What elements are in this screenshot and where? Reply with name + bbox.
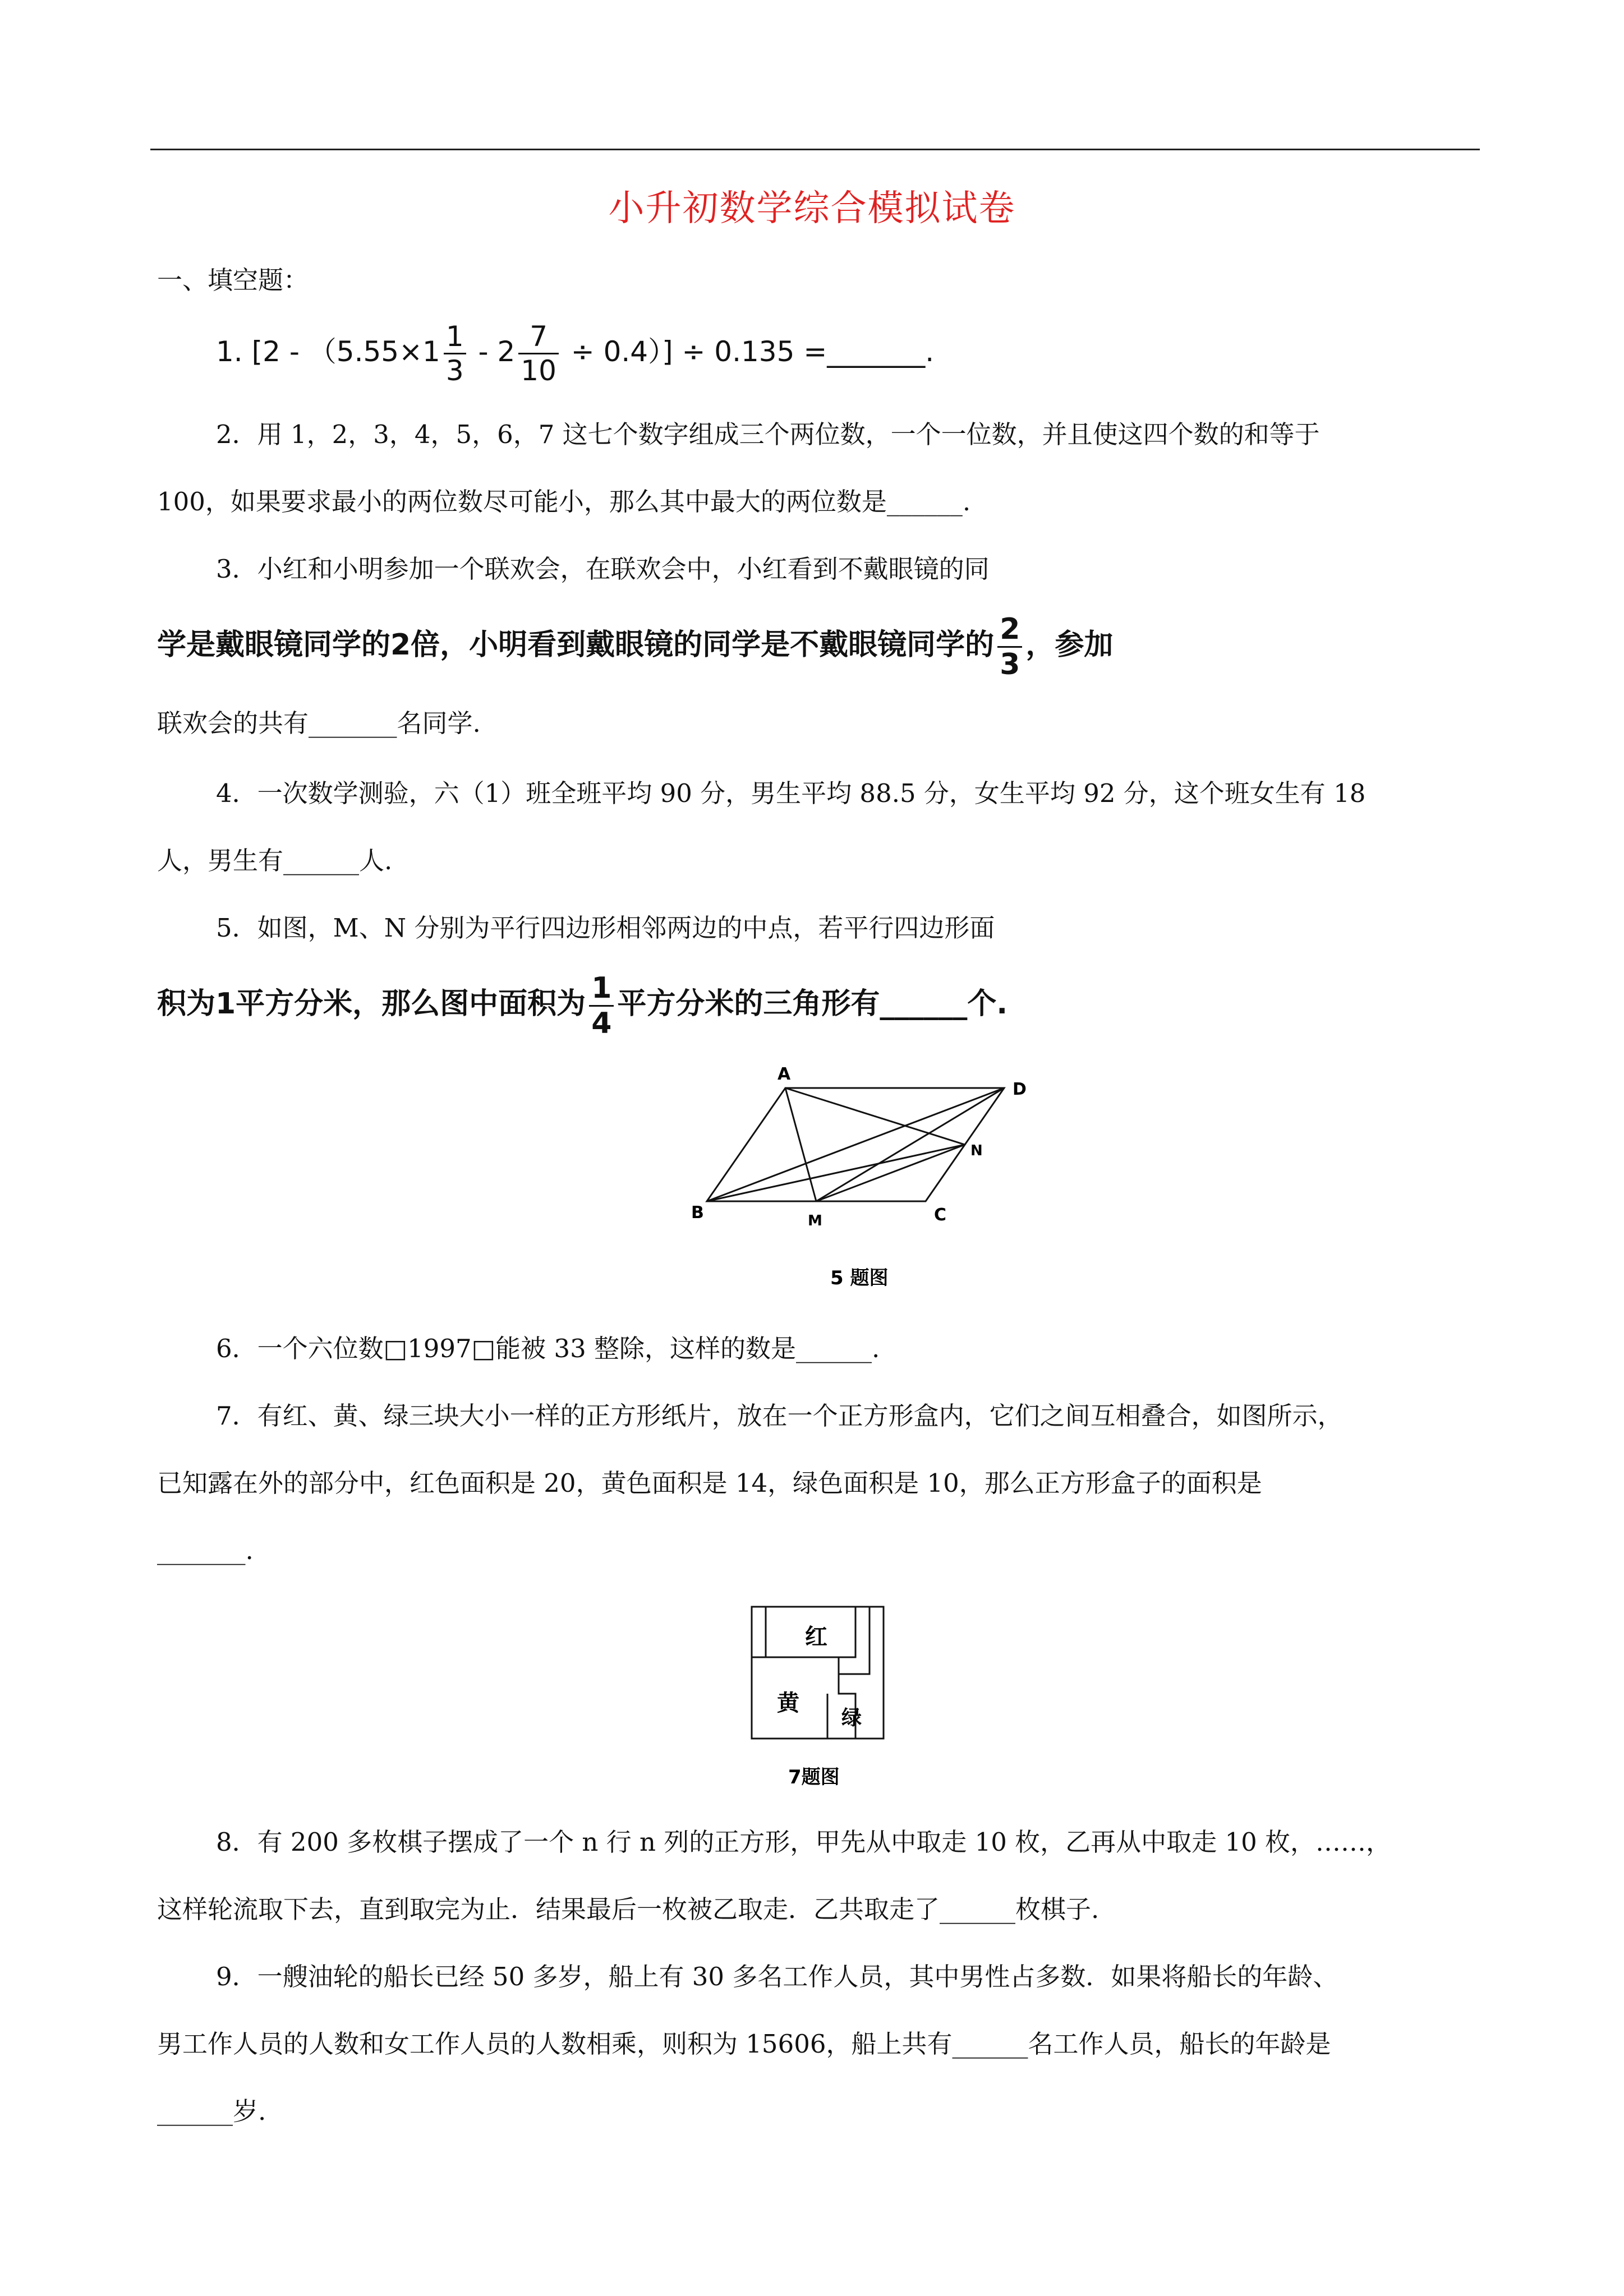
label-d: D <box>1013 1080 1027 1099</box>
label-b: B <box>691 1203 704 1223</box>
section-heading: 一、填空题： <box>157 265 309 295</box>
label-c: C <box>934 1205 947 1225</box>
question-4-line-2: 人，男生有______人. <box>157 846 393 875</box>
label-red: 红 <box>805 1624 827 1650</box>
mixed-number-2: 2 $\frac{7}{10}$ <box>497 322 562 385</box>
figure-7-caption: 7题图 <box>788 1766 840 1788</box>
question-8-line-1: 8．有 200 多枚棋子摆成了一个 n 行 n 列的正方形，甲先从中取走 10 枚，乙再从中取走 10 枚，……， <box>216 1827 1392 1857</box>
figure-5-caption: 5 题图 <box>830 1267 889 1289</box>
question-9-line-1: 9．一艘油轮的船长已经 50 多岁，船上有 30 多名工作人员，其中男性占多数．如果将船长的年龄、 <box>216 1962 1338 1991</box>
question-1: 1. [2 - （5.55×1 $\frac{1}{3}$ - 2 $\frac{7}{10}$ ÷ 0.4）] ÷ 0.135 =_______. <box>216 320 935 387</box>
question-3-line-3: 联欢会的共有_______名同学. <box>157 708 481 738</box>
label-yellow: 黄 <box>777 1690 799 1716</box>
question-4-line-1: 4．一次数学测验，六（1）班全班平均 90 分，男生平均 88.5 分，女生平均 92 分，这个班女生有 18 <box>216 778 1366 808</box>
header-rule <box>150 149 1480 150</box>
question-5-line-1: 5．如图，M、N 分别为平行四边形相邻两边的中点，若平行四边形面 <box>216 913 995 943</box>
mixed-number-1: 1 $\frac{1}{3}$ <box>422 322 470 385</box>
question-9-line-3: ______岁. <box>157 2096 266 2126</box>
label-n: N <box>970 1142 983 1159</box>
question-2-line-1: 2．用 1，2，3，4，5，6，7 这七个数字组成三个两位数，一个一位数，并且使这四个数的和等于 <box>216 419 1320 449</box>
question-3-line-1: 3．小红和小明参加一个联欢会，在联欢会中，小红看到不戴眼镜的同 <box>216 554 990 584</box>
label-green: 绿 <box>841 1707 862 1730</box>
question-5-line-2: 积为1平方分米，那么图中面积为 $\frac{1}{4}$ 平方分米的三角形有______个. <box>157 971 1008 1040</box>
green-square <box>839 1607 869 1674</box>
question-7-line-3: _______. <box>157 1536 254 1565</box>
question-6: 6．一个六位数□1997□能被 33 整除，这样的数是______. <box>216 1334 880 1363</box>
label-m: M <box>808 1212 822 1229</box>
question-8-line-2: 这样轮流取下去，直到取完为止．结果最后一枚被乙取走．乙共取走了______枚棋子. <box>157 1894 1099 1924</box>
question-7-line-1: 7．有红、黄、绿三块大小一样的正方形纸片，放在一个正方形盒内，它们之间互相叠合，如图所示， <box>216 1401 1343 1431</box>
question-7-line-2: 已知露在外的部分中，红色面积是 20，黄色面积是 14，绿色面积是 10，那么正方形盒子的面积是 <box>157 1468 1262 1498</box>
parallelogram-figure <box>691 1054 1055 1301</box>
page-title: 小升初数学综合模拟试卷 <box>608 188 1016 229</box>
question-9-line-2: 男工作人员的人数和女工作人员的人数相乘，则积为 15606，船上共有______名工作人员，船长的年龄是 <box>157 2029 1331 2059</box>
label-a: A <box>778 1064 791 1084</box>
overlapping-squares-figure <box>749 1604 895 1806</box>
question-3-line-2: 学是戴眼镜同学的2倍，小明看到戴眼镜的同学是不戴眼镜同学的 $\frac{2}{3}$ ，参加 <box>157 612 1114 681</box>
question-2-line-2: 100，如果要求最小的两位数尽可能小，那么其中最大的两位数是______. <box>157 487 971 517</box>
